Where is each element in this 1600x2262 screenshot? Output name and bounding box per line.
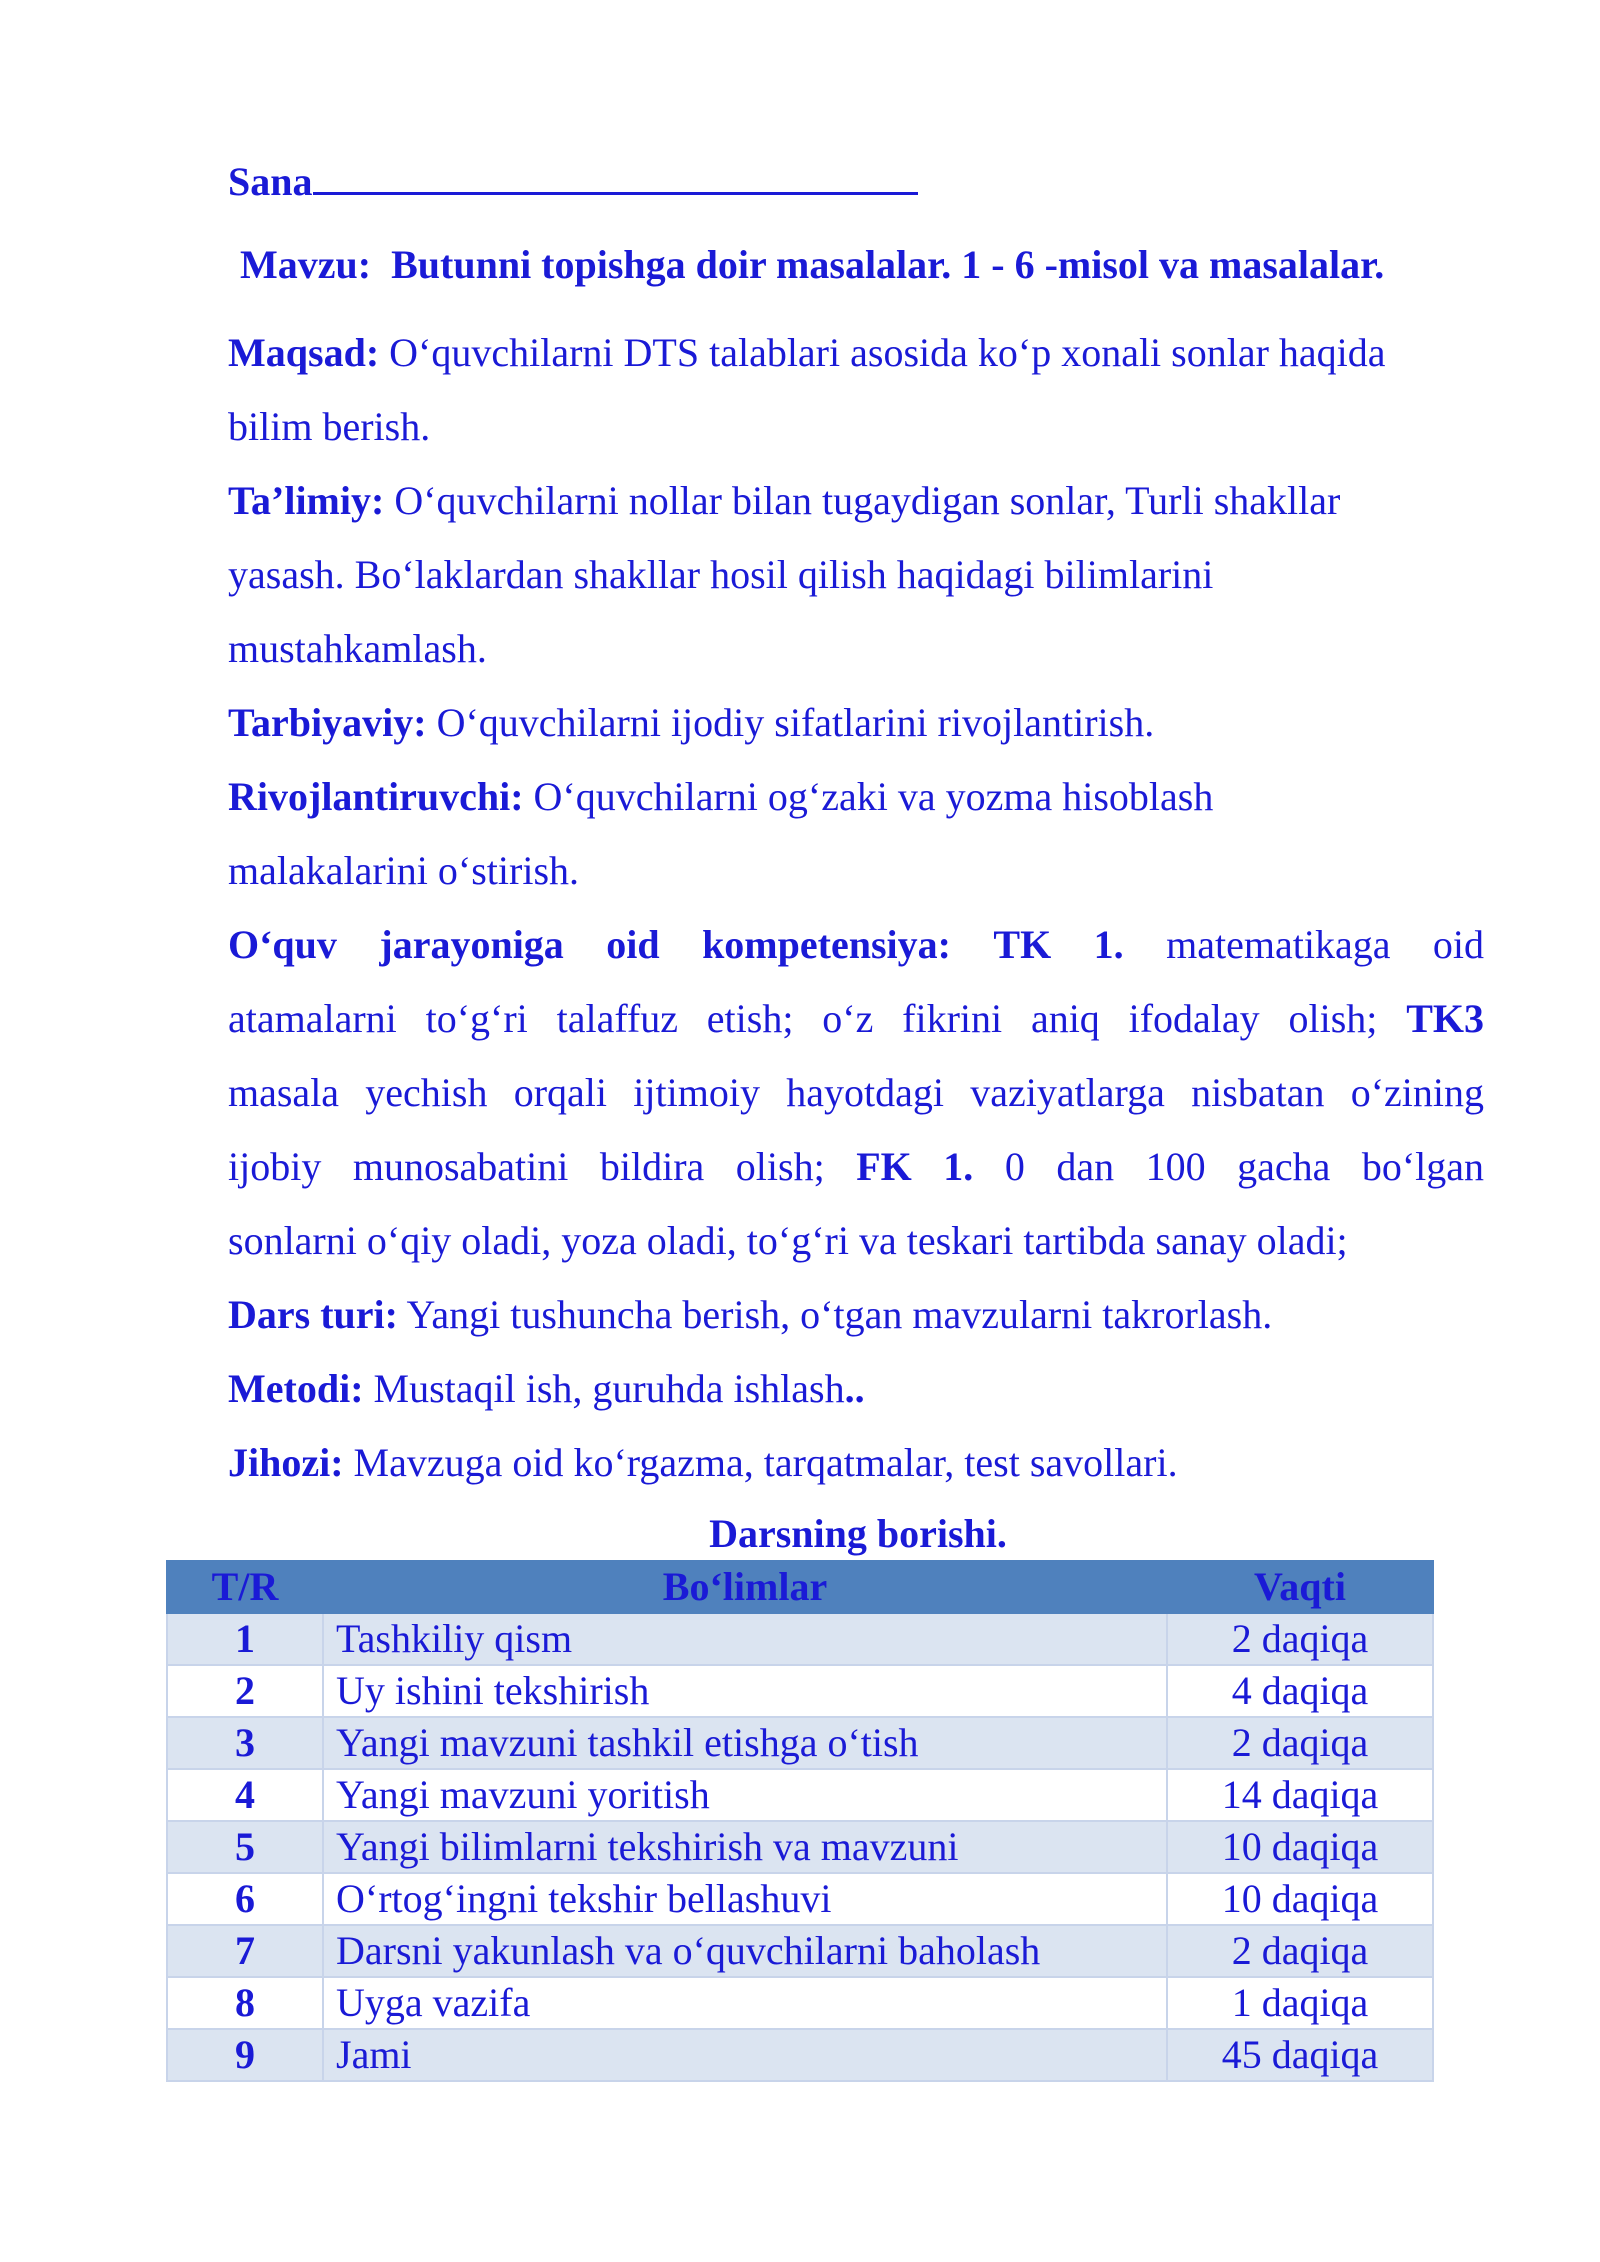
row-section: Jami bbox=[323, 2029, 1167, 2081]
table-row bbox=[167, 2029, 1433, 2081]
lesson-plan-table bbox=[166, 1560, 1434, 2082]
row-section: Uyga vazifa bbox=[323, 1977, 1167, 2029]
row-section: Uy ishini tekshirish bbox=[323, 1665, 1167, 1717]
date-blank bbox=[313, 150, 918, 195]
equipment-text: Mavzuga oid ko‘rgazma, tarqatmalar, test savollari. bbox=[353, 1440, 1178, 1485]
row-time: 45 daqiqa bbox=[1167, 2029, 1433, 2081]
row-section: O‘rtog‘ingni tekshir bellashuvi bbox=[323, 1873, 1167, 1925]
table-row bbox=[167, 1613, 1433, 1665]
competency-line2-text: atamalarni to‘g‘ri talaffuz etish; o‘z fikrini aniq ifodalay olish; bbox=[228, 996, 1378, 1041]
row-number: 8 bbox=[167, 1977, 323, 2029]
table-row bbox=[167, 1977, 1433, 2029]
upbringing-text: O‘quvchilarni ijodiy sifatlarini rivojlantirish. bbox=[436, 700, 1155, 745]
row-time: 10 daqiqa bbox=[1167, 1821, 1433, 1873]
row-time: 1 daqiqa bbox=[1167, 1977, 1433, 2029]
row-number: 5 bbox=[167, 1821, 323, 1873]
row-time: 2 daqiqa bbox=[1167, 1717, 1433, 1769]
table-row bbox=[167, 1665, 1433, 1717]
competency-line3-text: masala yechish orqali ijtimoiy hayotdagi vaziyatlarga nisbatan o‘zining bbox=[228, 1070, 1484, 1115]
lesson-type bbox=[228, 1278, 1484, 1352]
table-header-row bbox=[167, 1561, 1433, 1613]
row-time: 2 daqiqa bbox=[1167, 1925, 1433, 1977]
developmental-label: Rivojlantiruvchi: bbox=[228, 774, 524, 819]
table-row bbox=[167, 1925, 1433, 1977]
developmental-goal bbox=[228, 760, 1484, 908]
table-row bbox=[167, 1769, 1433, 1821]
tk3-label: TK3 bbox=[1406, 996, 1484, 1041]
equipment bbox=[228, 1426, 1484, 1500]
competency-line1-tail: matematikaga oid bbox=[1166, 922, 1485, 967]
date-line bbox=[228, 150, 1484, 212]
row-section: Yangi bilimlarni tekshirish va mavzuni bbox=[323, 1821, 1167, 1873]
upbringing-goal bbox=[228, 686, 1484, 760]
header-number: T/R bbox=[167, 1561, 323, 1613]
developmental-line1: O‘quvchilarni og‘zaki va yozma hisoblash bbox=[533, 774, 1214, 819]
row-section: Darsni yakunlash va o‘quvchilarni baholash bbox=[323, 1925, 1167, 1977]
row-number: 6 bbox=[167, 1873, 323, 1925]
fk1-label: FK 1. bbox=[856, 1144, 974, 1189]
competency-line4-text: ijobiy munosabatini bildira olish; bbox=[228, 1144, 825, 1189]
upbringing-label: Tarbiyaviy: bbox=[228, 700, 427, 745]
method-label: Metodi: bbox=[228, 1366, 364, 1411]
goal-line1: O‘quvchilarni DTS talablari asosida ko‘p xonali sonlar haqida bbox=[389, 330, 1386, 375]
topic-label: Mavzu: bbox=[240, 242, 372, 287]
row-number: 2 bbox=[167, 1665, 323, 1717]
lesson-type-text: Yangi tushuncha berish, o‘tgan mavzularni takrorlash. bbox=[406, 1292, 1273, 1337]
row-number: 1 bbox=[167, 1613, 323, 1665]
header-sections: Bo‘limlar bbox=[323, 1561, 1167, 1613]
row-number: 3 bbox=[167, 1717, 323, 1769]
goal-line2: bilim berish. bbox=[228, 404, 431, 449]
lesson-progress-heading: Darsning borishi. bbox=[709, 1511, 1007, 1556]
row-number: 4 bbox=[167, 1769, 323, 1821]
competency-line1 bbox=[228, 908, 1484, 982]
educational-line2: yasash. Bo‘laklardan shakllar hosil qilish haqidagi bilimlarini bbox=[228, 552, 1214, 597]
competency-line5-text: sonlarni o‘qiy oladi, yoza oladi, to‘g‘ri va teskari tartibda sanay oladi; bbox=[228, 1218, 1348, 1263]
row-section: Yangi mavzuni tashkil etishga o‘tish bbox=[323, 1717, 1167, 1769]
method-text: Mustaqil ish, guruhda ishlash bbox=[373, 1366, 845, 1411]
competency-line4 bbox=[228, 1130, 1484, 1204]
row-time: 14 daqiqa bbox=[1167, 1769, 1433, 1821]
educational-goal bbox=[228, 464, 1484, 686]
goal bbox=[228, 316, 1484, 464]
competency-line3 bbox=[228, 1056, 1484, 1130]
lesson-plan-page bbox=[228, 150, 1484, 1500]
row-time: 2 daqiqa bbox=[1167, 1613, 1433, 1665]
table-row bbox=[167, 1717, 1433, 1769]
lesson-type-label: Dars turi: bbox=[228, 1292, 398, 1337]
row-time: 4 daqiqa bbox=[1167, 1665, 1433, 1717]
row-section: Yangi mavzuni yoritish bbox=[323, 1769, 1167, 1821]
method-tail: .. bbox=[844, 1366, 865, 1411]
table-row bbox=[167, 1873, 1433, 1925]
row-section: Tashkiliy qism bbox=[323, 1613, 1167, 1665]
competency-block bbox=[228, 908, 1484, 1278]
tk1-label: TK 1. bbox=[993, 922, 1124, 967]
table-row bbox=[167, 1821, 1433, 1873]
educational-line3: mustahkamlash. bbox=[228, 626, 487, 671]
row-number: 9 bbox=[167, 2029, 323, 2081]
method bbox=[228, 1352, 1484, 1426]
competency-line2 bbox=[228, 982, 1484, 1056]
competency-line5 bbox=[228, 1204, 1484, 1278]
equipment-label: Jihozi: bbox=[228, 1440, 344, 1485]
educational-label: Ta’limiy: bbox=[228, 478, 385, 523]
educational-line1: O‘quvchilarni nollar bilan tugaydigan sonlar, Turli shakllar bbox=[394, 478, 1341, 523]
row-number: 7 bbox=[167, 1925, 323, 1977]
developmental-line2: malakalarini o‘stirish. bbox=[228, 848, 580, 893]
header-time: Vaqti bbox=[1167, 1561, 1433, 1613]
date-label: Sana bbox=[228, 159, 313, 204]
goal-label: Maqsad: bbox=[228, 330, 380, 375]
competency-label: O‘quv jarayoniga oid kompetensiya: bbox=[228, 922, 951, 967]
competency-line4-tail: 0 dan 100 gacha bo‘lgan bbox=[1004, 1144, 1485, 1189]
topic bbox=[240, 236, 1484, 294]
topic-text: Butunni topishga doir masalalar. 1 - 6 -misol va masalalar. bbox=[391, 242, 1385, 287]
row-time: 10 daqiqa bbox=[1167, 1873, 1433, 1925]
